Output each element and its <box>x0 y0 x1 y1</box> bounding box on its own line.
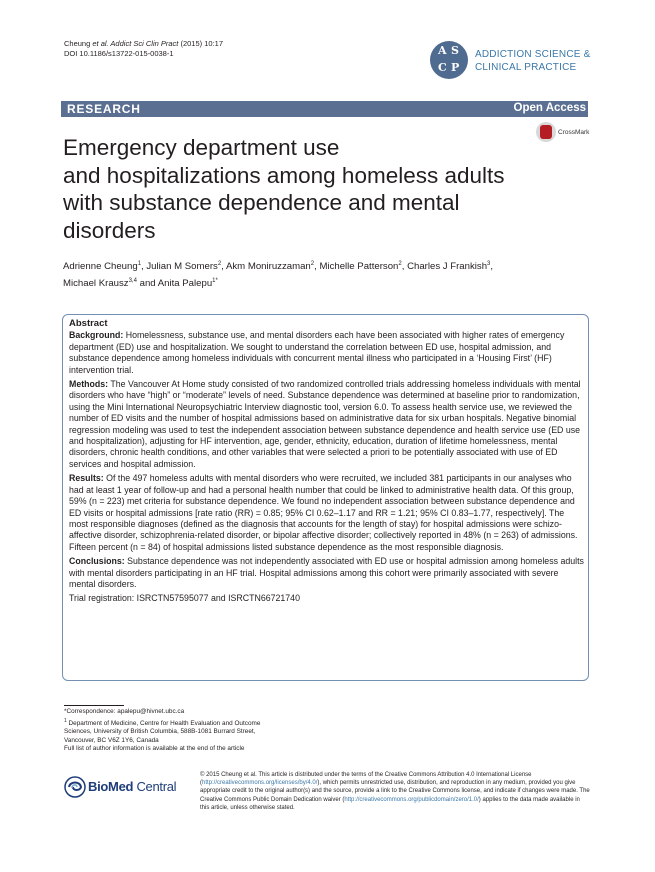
footnote-rule <box>64 705 124 706</box>
article-title <box>63 134 563 244</box>
journal-name-line2: CLINICAL PRACTICE <box>475 62 577 73</box>
author: Anita Palepu$^{1*}$ <box>157 278 218 290</box>
publisher-logo <box>64 776 194 800</box>
abstract-background: Background: Homelessness, substance use, and mental disorders each have been associated with higher rates of emergency department (ED) use and hospitalization. We sought to understand the correlation between ED use, hospital admission, and substance dependence among homeless individuals with concurrent mental illness who participated in a ‘Housing First’ (HF) intervention trial. <box>69 330 565 375</box>
logo-letter-a: A <box>438 44 447 57</box>
affiliation-1-line2: Sciences, University of British Columbia, 588B-1081 Burrard Street, <box>64 728 256 736</box>
affiliation-1: $^1$ Department of Medicine, Centre for Health Evaluation and Outcome <box>64 717 261 727</box>
author: Julian M Somers$^2$ <box>146 261 222 273</box>
footnotes <box>64 708 324 754</box>
logo-letter-p: P <box>451 61 460 74</box>
title-line3: with substance dependence and mental <box>63 190 460 215</box>
doi: DOI 10.1186/s13722-015-0038-1 <box>64 49 174 58</box>
citation-etal: et al. <box>92 39 109 48</box>
journal-name <box>475 48 590 74</box>
full-list-note: Full list of author information is available at the end of the article <box>64 745 245 753</box>
license-link[interactable]: http://creativecommons.org/licenses/by/4.0/ <box>202 780 318 787</box>
correspondence: *Correspondence: apalepu@hivnet.ubc.ca <box>64 708 185 715</box>
public-domain-link[interactable]: http://creativecommons.org/publicdomain/zero/1.0/ <box>344 796 479 803</box>
citation-year: (2015) 10:17 <box>178 39 223 48</box>
abstract-methods: Methods: The Vancouver At Home study consisted of two randomized controlled trials addressing homeless individuals with mental disorders who have “high” or “moderate” levels of need. Substance dependence was determined at baseline prior to randomization, using the Mini International Neuropsychiatric Interview diagnostic tool, version 6.0. To assess health service use, we reviewed the number of ED visits and the number of hospital admissions based on administrative data for six urban hospitals. Negative binomial regression modeling was used to test the independent association between substance dependence and health service use (ED use and hospitalization), adjusting for HF intervention, age, gender, ethnicity, education, duration of lifetime homelessness, mental disorders, chronic health conditions, and other variables that were selected a priori to be potentially associated with use of ED services and hospital admission. <box>69 379 581 469</box>
abstract-conclusions: Conclusions: Substance dependence was not independently associated with ED use or hospital admission among homeless adults with mental disorders participating in an HF trial. Hospital admissions among this cohort were primarily associated with severe mental disorders. <box>69 556 584 589</box>
abstract-heading: Abstract <box>69 318 108 329</box>
author: Charles J Frankish$^3$ <box>407 261 491 273</box>
abstract-results: Results: Of the 497 homeless adults with mental disorders who were recruited, we included 381 participants in our analyses who had at least 1 year of follow-up and had a personal health number that could be linked to administrative health data. Of this group, 59% (n = 223) met criteria for substance dependence. We found no independent association between substance dependence and ED visits or hospital admissions [rate ratio (RR) = 0.85; 95% CI 0.62–1.17 and RR = 1.21; 95% CI 0.83–1.77, respectively]. The most responsible diagnoses (defined as the diagnosis that accounts for the length of stay) for hospital admissions were schizo-affective disorder, schizophrenia-related disorder, or bipolar affective disorder; collectively reported in 48% (n = 263) of admissions. Fifteen percent (n = 84) of hospital admissions listed substance dependence as the most responsible diagnosis. <box>69 473 578 552</box>
biomed-central-swirl-icon <box>64 776 86 798</box>
open-access-label: Open Access <box>513 102 586 114</box>
author: Adrienne Cheung$^1$ <box>63 261 142 273</box>
trial-registration: Trial registration: ISRCTN57595077 and ISRCTN66721740 <box>69 593 300 604</box>
license-text: © 2015 Cheung et al. This article is distributed under the terms of the Creative Commons Attribution 4.0 International License (http://creativecommons.org/licenses/by/4.0/), which permits unrestricted use, distribution, and reproduction in any medium, provided you give appropriate credit to the original author(s) and the source, provide a link to the Creative Commons license, and indicate if changes were made. The Creative Commons Public Domain Dedication waiver (http://creativecommons.org/publicdomain/zero/1.0/) applies to the data made available in this article, unless otherwise stated. <box>200 772 590 811</box>
section-banner <box>61 101 588 117</box>
abstract <box>69 318 585 608</box>
author: Michelle Patterson$^2$ <box>319 261 402 273</box>
logo-letter-s: S <box>451 44 459 57</box>
title-line2: and hospitalizations among homeless adults <box>63 162 505 188</box>
journal-name-line1: ADDICTION SCIENCE & <box>475 49 591 60</box>
section-label: RESEARCH <box>67 102 141 116</box>
ascp-emblem <box>430 41 468 79</box>
title-line4: disorders <box>63 217 156 243</box>
citation-authors: Cheung <box>64 39 93 48</box>
title-line1: Emergency department use <box>63 135 340 160</box>
crossmark-label: CrossMark <box>558 129 590 136</box>
author: Michael Krausz$^{3,4}$ <box>63 278 137 290</box>
logo-letter-c: C <box>438 61 447 74</box>
publisher-name: BioMed Central <box>88 779 177 794</box>
affiliation-1-line3: Vancouver, BC V6Z 1Y6, Canada <box>64 736 159 744</box>
author-list: Adrienne Cheung$^1$, Julian M Somers$^2$, Akm Moniruzzaman$^2$, Michelle Patterson$^2$, Charles J Frankish$^3$, Michael Krausz$^{3,4}$ and Anita Palepu$^{1*}$ <box>63 261 494 290</box>
citation-block <box>64 39 223 59</box>
author: Akm Moniruzzaman$^2$ <box>225 261 315 273</box>
journal-logo <box>430 41 620 81</box>
citation-journal: Addict Sci Clin Pract <box>108 39 179 48</box>
citation-line <box>64 39 223 49</box>
